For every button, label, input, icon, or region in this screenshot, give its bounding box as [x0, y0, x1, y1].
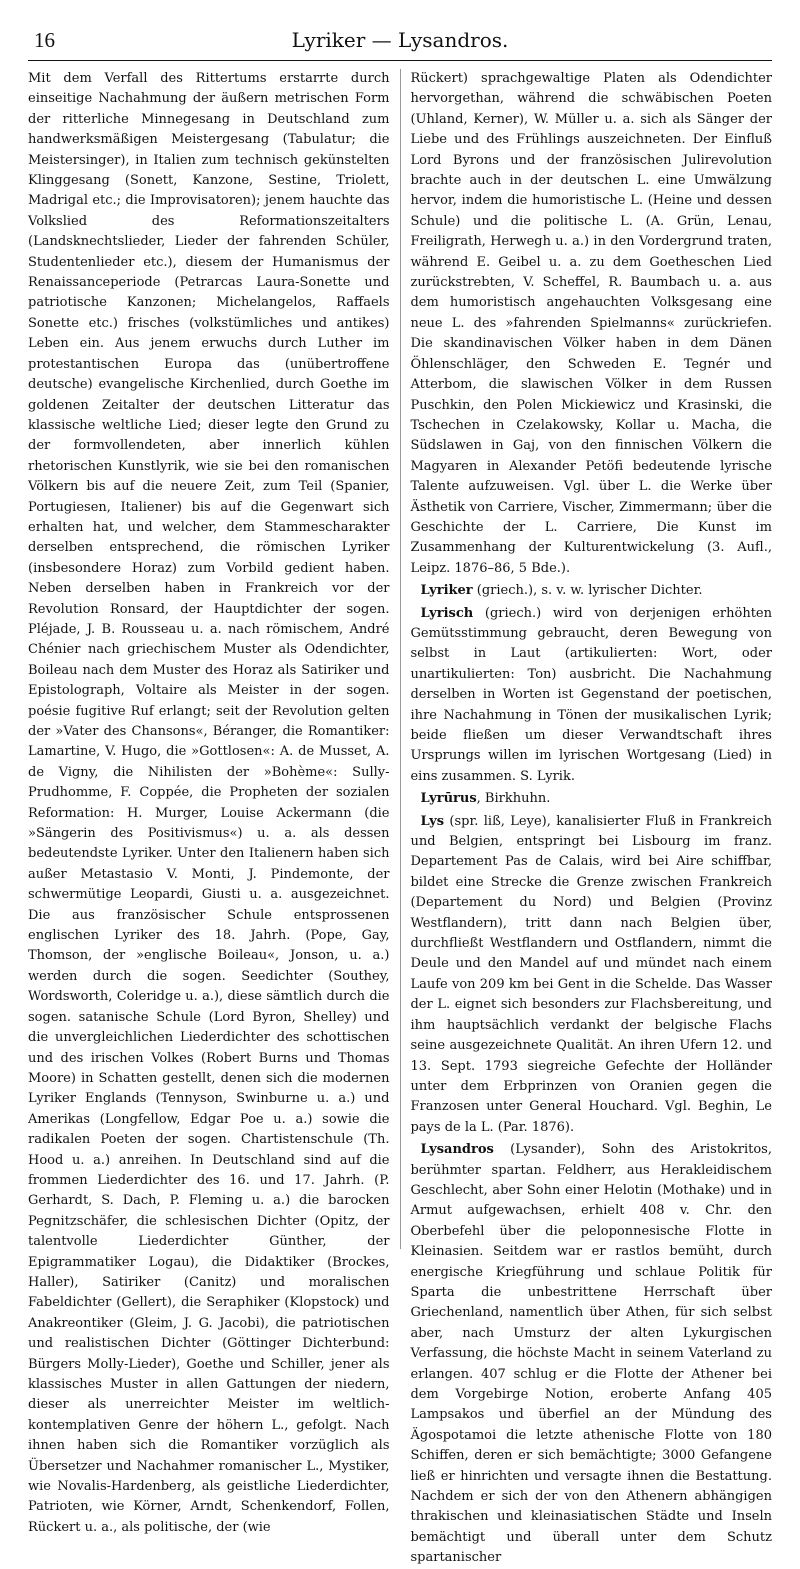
- entry-lyrisch-body: (griech.) wird von derjenigen erhöhten Gemütsstimmung gebraucht, deren Bewegung von selbst in Laut (artikulierten: Wort, oder unartikulierten: Ton) ausbricht. Die Nachahmung derselben in Worten ist Gegenstand der poetischen, ihre Nachahmung in Tönen der musikalischen Lyrik; beide fließen um dieser Verwandtschaft ihres Ursprungs willen im lyrischen Wortgesang (Lied) in eins zusammen. S. Lyrik.: [410, 605, 772, 784]
- column-divider: [400, 69, 401, 1249]
- right-column: [410, 69, 772, 1566]
- entry-lyriker: [410, 581, 772, 601]
- headword-lyriker: Lyriker: [420, 583, 473, 599]
- page-number: 16: [34, 28, 55, 52]
- entry-lysandros-body: (Lysander), Sohn des Aristokritos, berühmter spartan. Feldherr, aus Herakleidischem Geschlecht, aber Sohn einer Helotin (Mothake) und in Armut aufgewachsen, erhielt 408 v. Chr. den Oberbefehl über die peloponnesische Flotte in Kleinasien. Seitdem war er rastlos bemüht, durch energische Kriegführung und schlaue Politik für Sparta die unbestrittene Herrschaft über Griechenland, namentlich über Athen, für sich selbst aber, nach Umsturz der alten Lykurgischen Verfassung, die höchste Macht in seinem Vaterland zu erlangen. 407 schlug er die Flotte der Athener bei dem Vorgebirge Notion, eroberte Anfang 405 Lampsakos und überfiel an der Mündung des Ägospotamoi die letzte athenische Flotte von 180 Schiffen, deren er sich bemächtigte; 3000 Gefangene ließ er hinrichten und versagte ihnen die Bestattung. Nachdem er sich der von den Athenern abhängigen thrakischen und kleinasiatischen Städte und Inseln bemächtigt und überall unter dem Schutz spartanischer: [410, 1142, 772, 1566]
- page-header: [28, 24, 772, 61]
- entry-lyriker-body: (griech.), s. v. w. lyrischer Dichter.: [472, 583, 703, 599]
- entry-lyrurus-body: , Birkhuhn.: [476, 791, 551, 807]
- text-columns: [28, 69, 772, 1566]
- entry-lys: [410, 812, 772, 1139]
- lyrik-continuation-text: Mit dem Verfall des Rittertums erstarrte durch einseitige Nachahmung der äußern metrischen Form der ritterliche Minnegesang in Deutschland zum handwerksmäßigen Meistergesang (Tabulatur; die Meistersinger), in Italien zum technisch gekünstelten Klinggesang (Sonett, Kanzone, Sestine, Triolett, Madrigal etc.; die Improvisatoren); jenem hauchte das Volkslied des Reformationszeitalters (Landsknechtslieder, Lieder der fahrenden Schüler, Studentenlieder etc.), diesem der Humanismus der Renaissanceperiode (Petrarcas Laura-Sonette und patriotische Kanzonen; Michelangelos, Raffaels Sonette etc.) frisches (volkstümliches und antikes) Leben ein. Aus jenem erwuchs durch Luther im protestantischen Europa das (unübertroffene deutsche) evangelische Kirchenlied, durch Goethe im goldenen Zeitalter der deutschen Litteratur das klassische weltliche Lied; dieser legte den Grund zu der formvollendeten, aber innerlich kühlen rhetorischen Kunstlyrik, wie sie bei den romanischen Völkern bis auf die neuere Zeit, zum Teil (Spanier, Portugiesen, Italiener) bis auf die Gegenwart sich erhalten hat, und welcher, dem Stammescharakter derselben entsprechend, die römischen Lyriker (insbesondere Horaz) zum Vorbild gedient haben. Neben derselben haben in Frankreich vor der Revolution Ronsard, der Hauptdichter der sogen. Pléjade, J. B. Rousseau u. a. nach römischem, André Chénier nach griechischem Muster als Odendichter, Boileau nach dem Muster des Horaz als Satiriker und Epistolograph, Voltaire als Meister in der sogen. poésie fugitive Ruf erlangt; seit der Revolution gelten der »Vater des Chansons«, Béranger, die Romantiker: Lamartine, V. Hugo, die »Gottlosen«: A. de Musset, A. de Vigny, die Nihilisten der »Bohème«: Sully-Prudhomme, F. Coppée, die Propheten der sozialen Reformation: H. Murger, Louise Ackermann (die »Sängerin des Positivismus«) u. a. als dessen bedeutendste Lyriker. Unter den Italienern haben sich außer Metastasio V. Monti, J. Pindemonte, der schwermütige Leopardi, Giusti u. a. ausgezeichnet. Die aus französischer Schule entsprossenen englischen Lyriker des 18. Jahrh. (Pope, Gay, Thomson, der »englische Boileau«, Jonson, u. a.) werden durch die sogen. Seedichter (Southey, Wordsworth, Coleridge u. a.), diese sämtlich durch die sogen. satanische Schule (Lord Byron, Shelley) und die unvergleichlichen Liederdichter des schottischen und des irischen Volkes (Robert Burns und Thomas Moore) in Schatten gestellt, denen sich die modernen Lyriker Englands (Tennyson, Swinburne u. a.) und Amerikas (Longfellow, Edgar Poe u. a.) sowie die radikalen Poeten der sogen. Chartistenschule (Th. Hood u. a.) anreihen. In Deutschland sind auf die frommen Liederdichter des 16. und 17. Jahrh. (P. Gerhardt, S. Dach, P. Fleming u. a.) die barocken Pegnitzschäfer, die schlesischen Dichter (Opitz, der talentvolle Liederdichter Günther, der Epigrammatiker Logau), die Didaktiker (Brockes, Haller), Satiriker (Canitz) und moralischen Fabeldichter (Gellert), die Seraphiker (Klopstock) und Anakreontiker (Gleim, J. G. Jacobi), die patriotischen und realistischen Dichter (Göttinger Dichterbund: Bürgers Molly-Lieder), Goethe und Schiller, jener als klassisches Muster in allen Gattungen der niedern, dieser als unerreichter Meister im weltlich-kontemplativen Genre der höhern L., gefolgt. Nach ihnen haben sich die Romantiker vorzüglich als Übersetzer und Nachahmer romanischer L., Mystiker, wie Novalis-Hardenberg, als geistliche Liederdichter, Patrioten, wie Körner, Arndt, Schenkendorf, Follen, Rückert u. a., als politische, der (wie: [28, 71, 390, 1535]
- left-column: [28, 69, 390, 1535]
- headword-lys: Lys: [420, 813, 445, 829]
- entry-lyrurus: [410, 789, 772, 809]
- entry-lysandros: [410, 1140, 772, 1569]
- headword-lysandros: Lysandros: [420, 1142, 494, 1158]
- lyrik-continuation-text-right: Rückert) sprachgewaltige Platen als Odendichter hervorgethan, während die schwäbischen Poeten (Uhland, Kerner), W. Müller u. a. sich als Sänger der Liebe und des Frühlings auszeichneten. Der Einfluß Lord Byrons und der französischen Julirevolution brachte auch in der deutschen L. eine Umwälzung hervor, indem die humoristische L. (Heine und dessen Schule) und die politische L. (A. Grün, Lenau, Freiligrath, Herwegh u. a.) in den Vordergrund traten, während E. Geibel u. a. zu dem Goetheschen Lied zurückstrebten, V. Scheffel, R. Baumbach u. a. aus dem humoristisch angehauchten Volksgesang eine neue L. des »fahrenden Spielmanns« zurückriefen. Die skandinavischen Völker haben in dem Dänen Öhlenschläger, den Schweden E. Tegnér und Atterbom, die slawischen Völker in dem Russen Puschkin, den Polen Mickiewicz und Krasinski, die Tschechen in Czelakowsky, Kollar u. Macha, die Südslawen in Gaj, von den finnischen Völkern die Magyaren in Alexander Petöfi bedeutende lyrische Talente aufzuweisen. Vgl. über L. die Werke über Ästhetik von Carriere, Vischer, Zimmermann; über die Geschichte der L. Carriere, Die Kunst im Zusammenhang der Kulturentwickelung (3. Aufl., Leipz. 1876–86, 5 Bde.).: [410, 71, 772, 576]
- entry-lyrisch: [410, 604, 772, 788]
- running-head: Lyriker — Lysandros.: [291, 28, 509, 52]
- headword-lyrisch: Lyrisch: [420, 605, 474, 621]
- headword-lyrurus: Lyrūrus: [420, 791, 477, 807]
- entry-lys-body: (spr. liß, Leye), kanalisierter Fluß in Frankreich und Belgien, entspringt bei Lisbourg im franz. Departement Pas de Calais, wird bei Aire schiffbar, bildet eine Strecke die Grenze zwischen Frankreich (Departement du Nord) und Belgien (Provinz Westflandern), tritt dann nach Belgien über, durchfließt Westflandern und Ostflandern, nimmt die Deule und den Mandel auf und mündet nach einem Laufe von 209 km bei Gent in die Schelde. Das Wasser der L. eignet sich besonders zur Flachsbereitung, und ihm hauptsächlich verdankt der belgische Flachs seine ausgezeichnete Qualität. An ihren Ufern 12. und 13. Sept. 1793 siegreiche Gefechte der Holländer unter dem Erbprinzen von Oranien gegen die Franzosen unter General Houchard. Vgl. Beghin, Le pays de la L. (Par. 1876).: [410, 813, 772, 1135]
